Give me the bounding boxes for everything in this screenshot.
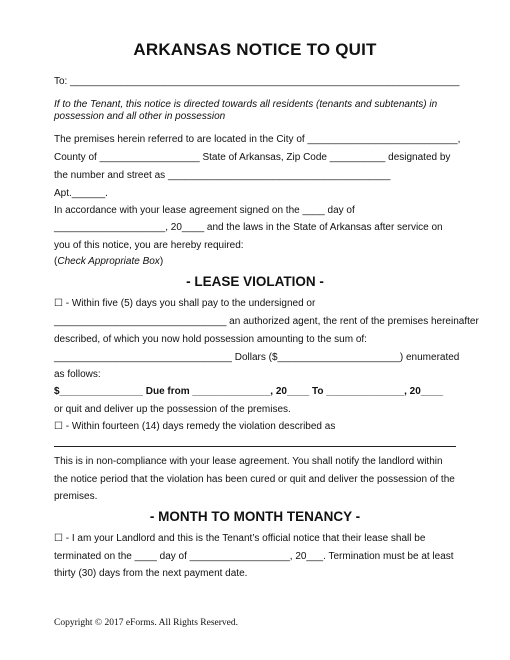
to-line: To: ______________________________________________________________________	[54, 76, 460, 87]
premises-line-5: In accordance with your lease agreement signed on the ____ day of	[54, 205, 355, 216]
premises-line-3: the number and street as ________________________________________	[54, 170, 391, 181]
tenant-note-line-1: If to the Tenant, this notice is directed towards all residents (tenants and subtenants) in	[54, 99, 438, 110]
check-box-instruction: (Check Appropriate Box)	[54, 256, 164, 267]
premises-line-2: County of __________________ State of Arkansas, Zip Code __________ designated by	[54, 152, 451, 163]
lease-violation-line-4: ________________________________ Dollars ($______________________) enumerated	[54, 352, 460, 363]
lease-violation-line-1: ☐ - Within five (5) days you shall pay to the undersigned or	[54, 298, 316, 309]
check-box-instruction-text: Check Appropriate Box	[57, 256, 160, 267]
tenant-note-line-2: possession and all other in possession	[54, 111, 226, 122]
month-line-3: thirty (30) days from the next payment date.	[54, 568, 248, 579]
copyright-footer: Copyright © 2017 eForms. All Rights Reserved.	[54, 618, 239, 628]
noncompliance-line-1: This is in non-compliance with your lease agreement. You shall notify the landlord within	[54, 456, 443, 467]
due-from-line: $_______________ Due from ______________, 20____ To ______________, 20____	[54, 386, 444, 397]
lease-violation-line-3: described, of which you now hold possession amounting to the sum of:	[54, 334, 367, 345]
lease-violation-line-5: as follows:	[54, 369, 101, 380]
noncompliance-line-2: the notice period that the violation has been cured or quit and deliver the possession of the	[54, 474, 455, 485]
lease-violation-heading: - LEASE VIOLATION -	[186, 274, 324, 289]
document-title: ARKANSAS NOTICE TO QUIT	[133, 40, 377, 59]
premises-line-4: Apt.______.	[54, 188, 108, 199]
month-to-month-heading: - MONTH TO MONTH TENANCY -	[149, 509, 361, 524]
noncompliance-line-3: premises.	[54, 491, 98, 502]
quit-deliver-line: or quit and deliver up the possession of the premises.	[54, 404, 291, 415]
lease-violation-line-2: _______________________________ an authorized agent, the rent of the premises hereinafter	[54, 316, 479, 327]
violation-description-rule	[54, 446, 456, 447]
premises-line-7: you of this notice, you are hereby required:	[54, 240, 244, 251]
remedy-violation-line: ☐ - Within fourteen (14) days remedy the violation described as	[54, 421, 336, 432]
month-line-1: ☐ - I am your Landlord and this is the Tenant’s official notice that their lease shall be	[54, 533, 426, 544]
premises-line-1: The premises herein referred to are located in the City of ___________________________,	[54, 134, 461, 145]
premises-line-6: ____________________, 20____ and the laws in the State of Arkansas after service on	[54, 222, 443, 233]
month-line-2: terminated on the ____ day of __________________, 20___. Termination must be at least	[54, 551, 454, 562]
